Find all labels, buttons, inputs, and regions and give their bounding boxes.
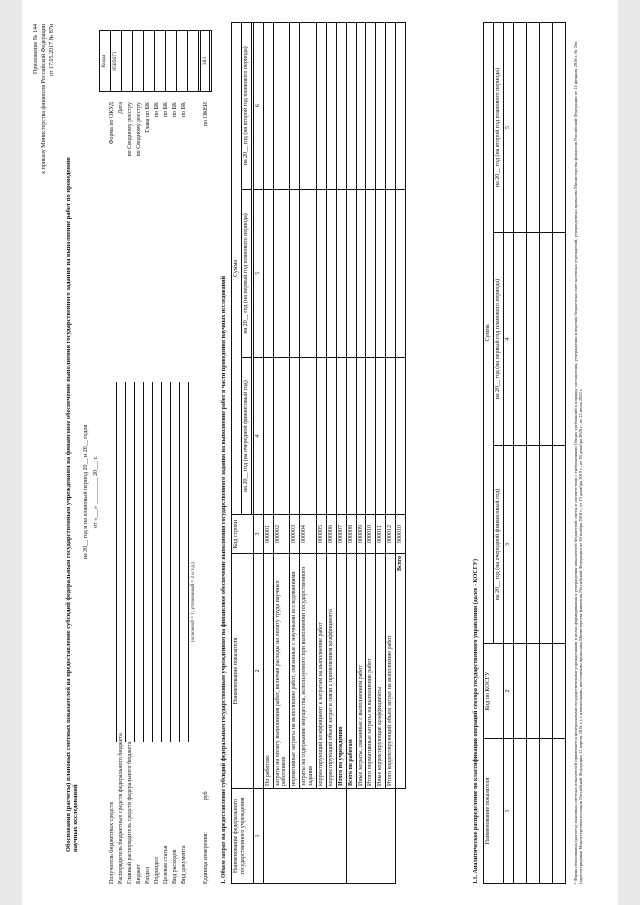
- value-cell: [263, 23, 273, 190]
- institution-cell: [263, 789, 346, 884]
- value-cell: [526, 23, 539, 233]
- institution-cell: [346, 789, 395, 884]
- value-cell: [513, 446, 526, 644]
- field-line: [118, 382, 126, 742]
- total-code: 900010: [396, 515, 406, 554]
- value-cell: [539, 233, 552, 446]
- value-cell: [552, 233, 565, 446]
- table-row-code: 000011: [376, 515, 386, 554]
- value-cell: [513, 233, 526, 446]
- col-year3: на 20__ год (на второй год планового периода): [241, 23, 251, 190]
- field-budget: Бюджет: [136, 863, 142, 884]
- value-cell: [326, 23, 336, 190]
- codes-labels: [109, 102, 190, 272]
- value-cell: [539, 446, 552, 644]
- unit-label: Единица измерения:: [203, 831, 209, 884]
- value-cell: [526, 446, 539, 644]
- value-cell: [300, 189, 317, 358]
- field-distributor: Распорядитель бюджетных средств федерального бюджета: [118, 733, 124, 884]
- value-cell: [396, 358, 406, 515]
- table-row-name: затраты на содержание имущества, используемого при выполнении государственного задания: [300, 554, 317, 789]
- code-label: по БК: [172, 102, 178, 118]
- field-chief-distributor: Главный распорядитель средств федерального бюджета: [127, 741, 133, 884]
- table-row-name: Иные корректирующие коэффициенты: [376, 554, 386, 789]
- field-recipient: Получатель бюджетных средств: [109, 801, 115, 884]
- okei-label: по ОКЕИ: [203, 102, 209, 127]
- col-number: 2: [503, 644, 513, 739]
- value-cell: [346, 23, 356, 190]
- field-line: [181, 382, 189, 742]
- table-row-name: Итого по учреждению: [336, 554, 346, 789]
- value-cell: [552, 446, 565, 644]
- table-row-code: 000009: [356, 515, 366, 554]
- col-year1: на 20__ год (на очередной финансовый год): [493, 446, 503, 644]
- unit-value: руб: [203, 791, 209, 801]
- col-number: 5: [253, 189, 263, 358]
- value-cell: [263, 189, 273, 358]
- col-number: 3: [503, 446, 513, 644]
- field-line: [109, 382, 117, 742]
- field-line: [163, 382, 171, 742]
- section11-title: 1.1. Аналитическое распределение по классификации операций сектора государственного управления (далее - КОСГУ): [473, 559, 479, 884]
- col-sum: Сумма: [232, 23, 242, 515]
- table-row: [526, 739, 539, 884]
- table-row-name: корректирующий коэффициент к затратам на выполнение работ: [317, 554, 327, 789]
- value-cell: [317, 189, 327, 358]
- table-row-code: 000005: [317, 515, 327, 554]
- document-period: на 20__ год и на плановый период 20__ и 20__ годов: [83, 424, 89, 560]
- field-line: [145, 382, 153, 742]
- appendix-label: Приложение № 144: [33, 24, 39, 74]
- value-cell: [396, 23, 406, 190]
- value-cell: [366, 189, 376, 358]
- value-cell: [376, 358, 386, 515]
- code-label: по БК: [163, 102, 169, 118]
- value-cell: [356, 189, 366, 358]
- code-label: Глава по БК: [145, 102, 151, 133]
- value-cell: [290, 23, 300, 190]
- value-cell: [336, 23, 346, 190]
- unit-row: [203, 791, 210, 884]
- scan-left-edge: [0, 0, 22, 905]
- field-line: [172, 382, 180, 742]
- doc-kind-hint: (основной = 1; уточненный = 2 и т.д.): [191, 562, 196, 642]
- col-institution: Наименование федерального государственного учреждения: [232, 789, 254, 884]
- table-row: [513, 739, 526, 884]
- value-cell: [273, 23, 290, 190]
- table-row-code: 000008: [346, 515, 356, 554]
- field-subsection: Подраздел: [154, 857, 160, 884]
- col-number: 4: [253, 358, 263, 515]
- code-label: по БК: [154, 102, 160, 118]
- value-cell: [386, 189, 396, 358]
- okei-table: [200, 30, 212, 92]
- value-cell: [386, 358, 396, 515]
- table-row-code: 000010: [366, 515, 376, 554]
- code-label: по БК: [181, 102, 187, 118]
- footnote: ¹ Форма обоснования (расчета) плановых сметных показателей применяется федеральными государственными учреждениями в целях формирования и утверждения показателей бюджетной сметы в соответствии с требованиями Общих требований к порядку составления, утверждения и ведения бюджетных смет казенных учреждений, утвержденных приказом Министерства финансов Российской Федерации от 14 февраля 2018 г. № 26н (зарегистрирован Министерством юстиции Российской Федерации 13 апреля 2018 г.), с изменениями, внесенными приказами Министерства финансов Российской Федерации от 30 ноября 2018 г., от 19 декабря 2019 г., от 28 декабря 2020 г., от 25 июля 2022 г.: [573, 41, 584, 884]
- table-row-code: 000001: [263, 515, 273, 554]
- code-cell: [188, 31, 199, 92]
- code-cell: [177, 31, 188, 92]
- code-label: Дата: [118, 102, 124, 114]
- value-cell: [513, 23, 526, 233]
- order-line: к приказу Министерства финансов Российской Федерации: [41, 24, 47, 174]
- table-row: [552, 739, 565, 884]
- value-cell: [300, 23, 317, 190]
- table-row-code: 000002: [273, 515, 290, 554]
- value-cell: [539, 23, 552, 233]
- value-cell: [366, 23, 376, 190]
- col-year2: на 20__ год (на первый год планового периода): [241, 189, 251, 358]
- okud-code: 0505671: [111, 31, 122, 92]
- code-cell: [166, 31, 177, 92]
- table-row: [526, 644, 539, 739]
- table-row-name: Итого корректирующий объем затрат на выполнение работ: [386, 554, 396, 789]
- okei-value: 383: [201, 31, 212, 92]
- document-sheet: [25, 12, 615, 892]
- value-cell: [526, 233, 539, 446]
- field-expense-type: Вид расходов: [172, 849, 178, 884]
- col-year2: на 20__ год (на первый год планового периода): [493, 233, 503, 446]
- field-document-type: Вид документа: [181, 845, 187, 884]
- order-date: от 17.05.2017 № 87н: [49, 24, 55, 76]
- value-cell: [376, 189, 386, 358]
- col-number: 4: [503, 233, 513, 446]
- code-cell: [155, 31, 166, 92]
- total-label: Всего: [396, 554, 406, 789]
- value-cell: [376, 23, 386, 190]
- value-cell: [263, 358, 273, 515]
- col-number: 6: [253, 23, 263, 190]
- col-number: 5: [503, 23, 513, 233]
- col-code: Код строки: [232, 515, 254, 554]
- field-line: [154, 382, 162, 742]
- value-cell: [273, 189, 290, 358]
- col-kosgu: Код по КОСГУ: [484, 644, 504, 739]
- table-row-name: По работам:: [263, 554, 273, 789]
- value-cell: [326, 189, 336, 358]
- scan-right-edge: [618, 0, 640, 905]
- codes-table: [99, 30, 210, 92]
- table-row: [513, 644, 526, 739]
- section1-title: 1. Объем затрат на предоставление субсидий федеральным государственным учреждениям на финансовое обеспечение выполнения государственного задания на выполнение работ в части проведения научных исследований: [221, 275, 227, 884]
- table-row-name: затраты на оплату выполнения работ, включая расходы на оплату труда научных работников: [273, 554, 290, 789]
- col-year1: на 20__ год (на очередной финансовый год): [241, 358, 251, 515]
- col-number: 3: [253, 515, 263, 554]
- table-row-code: 000003: [290, 515, 300, 554]
- value-cell: [396, 189, 406, 358]
- table-row-code: 000004: [300, 515, 317, 554]
- table-row-name: Всего по работам: [346, 554, 356, 789]
- value-cell: [336, 189, 346, 358]
- value-cell: [552, 23, 565, 233]
- col-number: 2: [253, 554, 263, 789]
- value-cell: [336, 358, 346, 515]
- field-target-article: Целевая статья: [163, 845, 169, 884]
- value-cell: [273, 358, 290, 515]
- value-cell: [356, 358, 366, 515]
- col-indicator: Наименование показателя: [232, 554, 254, 789]
- table-row-code: 000012: [386, 515, 396, 554]
- table-row: [539, 739, 552, 884]
- value-cell: [317, 23, 327, 190]
- col-year3: на 20__ год (на второй год планового периода): [493, 23, 503, 233]
- codes-header: Коды: [100, 31, 111, 92]
- table-row-code: 000007: [336, 515, 346, 554]
- table-row-name: Иные затраты, связанные с выполнением работ: [356, 554, 366, 789]
- value-cell: [290, 358, 300, 515]
- field-section: Раздел: [145, 867, 151, 884]
- table-row: [552, 644, 565, 739]
- code-cell: [133, 31, 144, 92]
- code-label: Форма по ОКУД: [109, 102, 115, 145]
- section1-table: [231, 22, 406, 884]
- document-title: Обоснования (расчеты) плановых сметных показателей на предоставление субсидий федеральным государственным учреждениям на финансовое обеспечение выполнения государственного задания на выполнение работ по проведению научных исследований: [65, 157, 80, 852]
- table-row-name: Итого нормативные затраты на выполнение работ: [366, 554, 376, 789]
- value-cell: [346, 189, 356, 358]
- code-label: по Сводному реестру: [136, 102, 142, 157]
- form-field-lines: [109, 382, 190, 742]
- col-indicator: Наименование показателя: [484, 739, 504, 884]
- col-number: 1: [503, 739, 513, 884]
- value-cell: [356, 23, 366, 190]
- field-line: [127, 382, 135, 742]
- code-cell: [144, 31, 155, 92]
- value-cell: [317, 358, 327, 515]
- value-cell: [290, 189, 300, 358]
- value-cell: [346, 358, 356, 515]
- form-fields: [109, 733, 190, 884]
- value-cell: [386, 23, 396, 190]
- col-number: 1: [253, 789, 263, 884]
- field-line: [136, 382, 144, 742]
- table-row-name: нормативные затраты на выполнение работ, связанные с научными исследованиями: [290, 554, 300, 789]
- document-date: от «___» _________ 20___ г.: [93, 456, 99, 528]
- value-cell: [326, 358, 336, 515]
- col-sum: Сумма: [484, 23, 494, 644]
- value-cell: [300, 358, 317, 515]
- table-row-name: корректирующий объем затрат в связи с применением коэффициента: [326, 554, 336, 789]
- table-row: [539, 644, 552, 739]
- code-cell: [122, 31, 133, 92]
- section11-table: [483, 22, 566, 884]
- value-cell: [366, 358, 376, 515]
- table-row-code: 000006: [326, 515, 336, 554]
- code-label: по Сводному реестру: [127, 102, 133, 157]
